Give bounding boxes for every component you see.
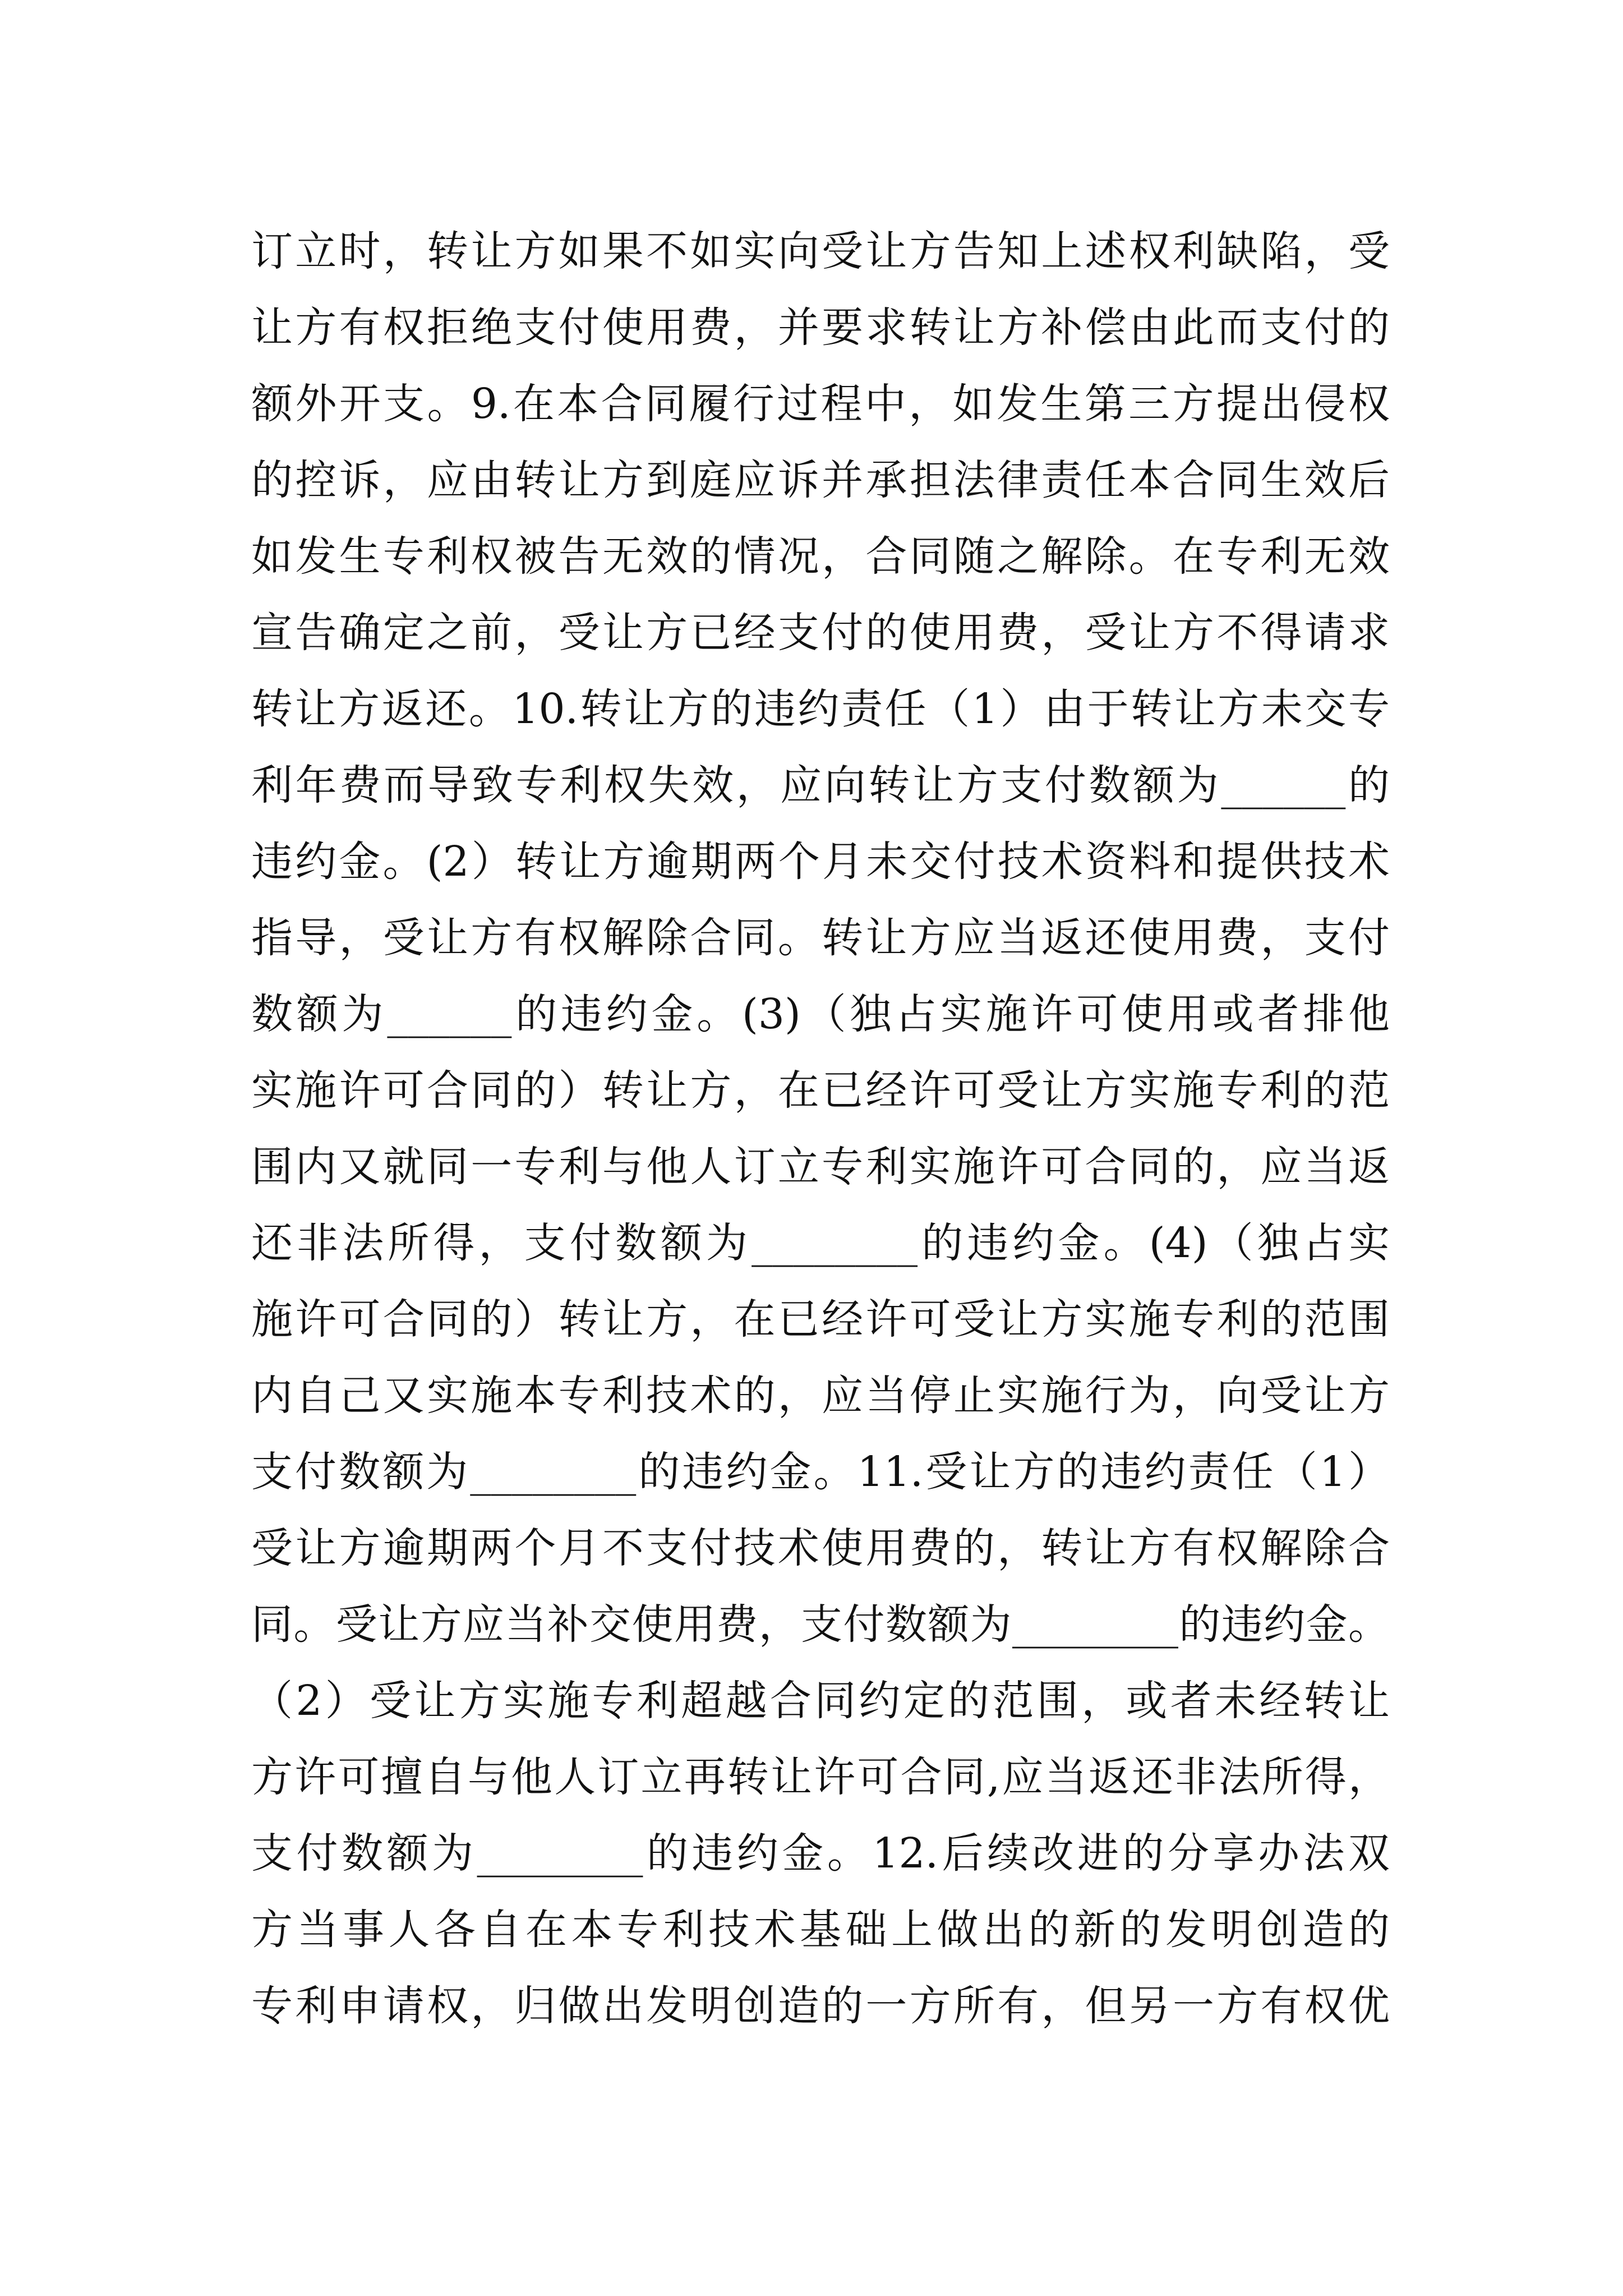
text-line: 转让方返还。10.转让方的违约责任（1）由于转让方未交专: [251, 685, 1390, 733]
text-line: 让方有权拒绝支付使用费，并要求转让方补偿由此而支付的: [251, 303, 1390, 352]
text-line: 如发生专利权被告无效的情况，合同随之解除。在专利无效: [251, 532, 1390, 581]
text-line: 的控诉，应由转让方到庭应诉并承担法律责任本合同生效后: [251, 456, 1390, 504]
text-line: 方当事人各自在本专利技术基础上做出的新的发明创造的: [251, 1906, 1390, 1954]
text-line: 违约金。(2）转让方逾期两个月未交付技术资料和提供技术: [251, 838, 1390, 886]
body-text: [251, 213, 1390, 2044]
text-line: 数额为______的违约金。(3)（独占实施许可使用或者排他: [251, 990, 1390, 1038]
text-line: 指导，受让方有权解除合同。转让方应当返还使用费，支付: [251, 914, 1390, 962]
text-line: 围内又就同一专利与他人订立专利实施许可合同的，应当返: [251, 1143, 1390, 1191]
text-line: 额外开支。9.在本合同履行过程中，如发生第三方提出侵权: [251, 380, 1390, 428]
text-line: （2）受让方实施专利超越合同约定的范围，或者未经转让: [251, 1677, 1390, 1725]
text-line: 支付数额为________的违约金。11.受让方的违约责任（1）: [251, 1448, 1390, 1496]
text-line: 还非法所得，支付数额为________的违约金。(4)（独占实: [251, 1219, 1390, 1267]
text-line: 专利申请权，归做出发明创造的一方所有，但另一方有权优: [251, 1982, 1390, 2030]
text-line: 施许可合同的）转让方，在已经许可受让方实施专利的范围: [251, 1295, 1390, 1343]
text-line: 订立时，转让方如果不如实向受让方告知上述权利缺陷，受: [251, 227, 1390, 275]
text-line: 内自己又实施本专利技术的，应当停止实施行为，向受让方: [251, 1372, 1390, 1420]
text-line: 受让方逾期两个月不支付技术使用费的，转让方有权解除合: [251, 1524, 1390, 1572]
text-line: 利年费而导致专利权失效，应向转让方支付数额为______的: [251, 761, 1390, 809]
text-line: 宣告确定之前，受让方已经支付的使用费，受让方不得请求: [251, 609, 1390, 657]
text-line: 同。受让方应当补交使用费，支付数额为________的违约金。: [251, 1600, 1390, 1649]
text-line: 实施许可合同的）转让方，在已经许可受让方实施专利的范: [251, 1066, 1390, 1115]
text-line: 支付数额为________的违约金。12.后续改进的分享办法双: [251, 1829, 1390, 1878]
text-line: 方许可擅自与他人订立再转让许可合同,应当返还非法所得，: [251, 1753, 1390, 1801]
